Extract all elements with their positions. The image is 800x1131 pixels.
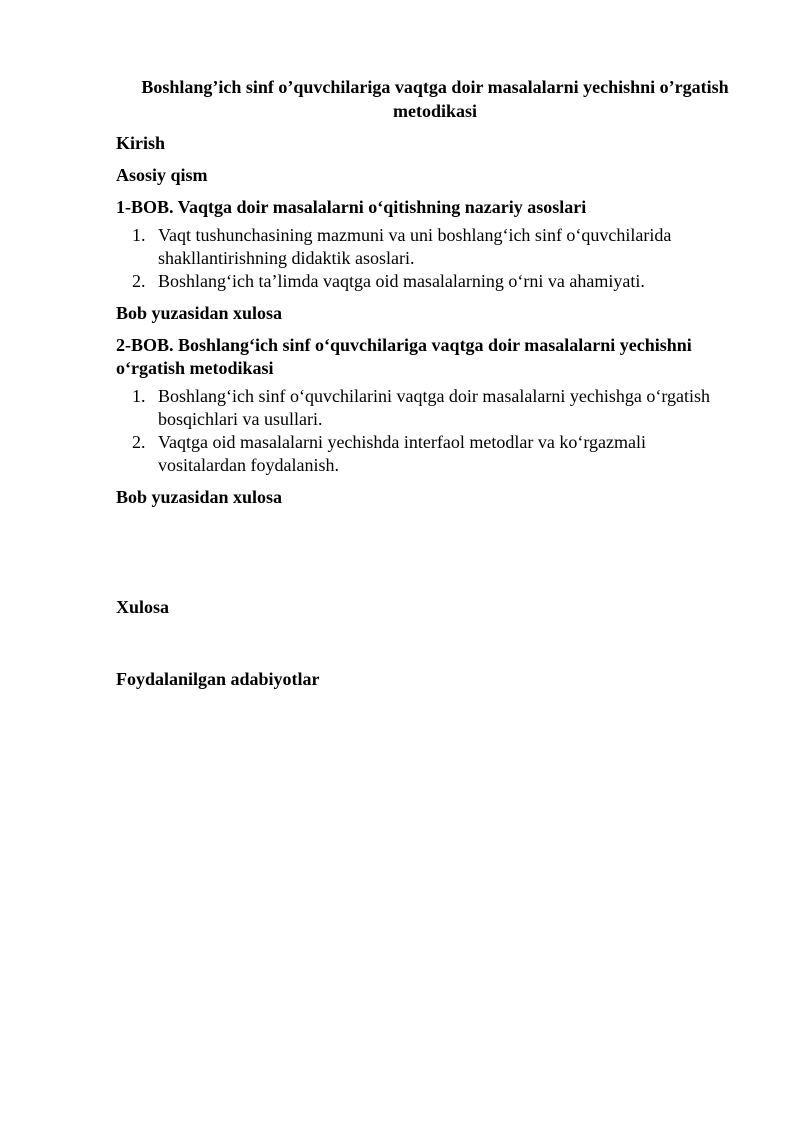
spacer <box>116 628 740 668</box>
chapter1-conclusion-heading: Bob yuzasidan xulosa <box>116 303 283 323</box>
list-item <box>116 224 740 270</box>
document-title-line: metodikasi <box>392 101 477 121</box>
chapter1-heading <box>116 196 740 219</box>
list-item-line: Boshlang‘ich sinf o‘quvchilarini vaqtga doir masalalarni yechishga o‘rgatish <box>158 386 711 406</box>
list-item <box>116 385 740 431</box>
chapter2-conclusion-heading: Bob yuzasidan xulosa <box>116 487 283 507</box>
list-item-line: Boshlang‘ich ta’limda vaqtga oid masalalarning o‘rni va ahamiyati. <box>158 271 645 291</box>
chapter2-list <box>116 385 740 477</box>
list-item-number: 2. <box>132 432 146 452</box>
list-item-line: shakllantirishning didaktik asoslari. <box>158 248 415 268</box>
list-item <box>116 270 740 293</box>
references-heading: Foydalanilgan adabiyotlar <box>116 669 320 689</box>
chapter2-heading-line: o‘rgatish metodikasi <box>116 358 274 378</box>
list-item-number: 2. <box>132 271 146 291</box>
chapter2-heading <box>116 334 740 380</box>
list-item-line: bosqichlari va usullari. <box>158 409 323 429</box>
intro-heading: Kirish <box>116 133 166 153</box>
chapter1-heading-line: 1-BOB. Vaqtga doir masalalarni o‘qitishning nazariy asoslari <box>116 197 587 217</box>
list-item-line: Vaqtga oid masalalarni yechishda interfaol metodlar va ko‘rgazmali <box>158 432 646 452</box>
list-item-line: Vaqt tushunchasining mazmuni va uni boshlang‘ich sinf o‘quvchilarida <box>158 225 672 245</box>
list-item-number: 1. <box>132 386 146 406</box>
chapter1-list <box>116 224 740 293</box>
list-item <box>116 431 740 477</box>
document-title-line: Boshlang’ich sinf o’quvchilariga vaqtga doir masalalarni yechishni o’rgatish <box>141 77 729 97</box>
chapter2-heading-line: 2-BOB. Boshlang‘ich sinf o‘quvchilariga vaqtga doir masalalarni yechishni <box>116 335 692 355</box>
list-item-number: 1. <box>132 225 146 245</box>
list-item-line: vositalardan foydalanish. <box>158 455 339 475</box>
spacer <box>116 518 740 596</box>
document-title <box>116 75 754 123</box>
main-part-heading: Asosiy qism <box>116 165 208 185</box>
conclusion-heading: Xulosa <box>116 597 170 617</box>
